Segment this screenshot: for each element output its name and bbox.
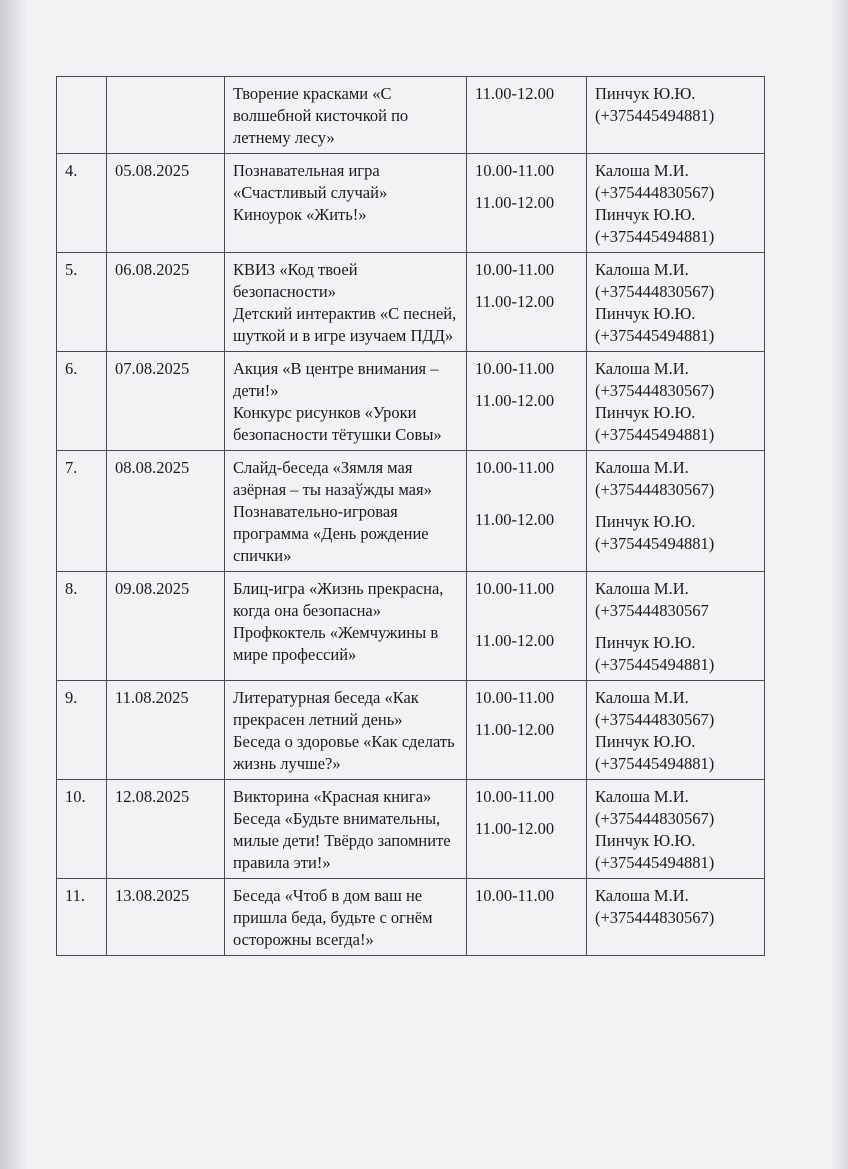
responsible-person: Калоша М.И. (+375444830567) xyxy=(595,787,715,828)
time-slot: 10.00-11.00 xyxy=(475,787,555,806)
row-events xyxy=(225,253,467,352)
row-number: 4. xyxy=(57,154,107,253)
responsible-person: Пинчук Ю.Ю. (+375445494881) xyxy=(595,633,715,674)
row-events xyxy=(225,154,467,253)
row-times xyxy=(467,780,587,879)
row-events xyxy=(225,780,467,879)
time-slot: 11.00-12.00 xyxy=(475,720,555,739)
row-date xyxy=(107,77,225,154)
time-slot: 11.00-12.00 xyxy=(475,819,555,838)
row-times xyxy=(467,352,587,451)
table-row xyxy=(57,77,765,154)
row-times xyxy=(467,681,587,780)
responsible-person: Пинчук Ю.Ю. (+375445494881) xyxy=(595,732,715,773)
event-title: Детский интерактив «С песней, шуткой и в игре изучаем ПДД» xyxy=(233,304,457,345)
row-number xyxy=(57,77,107,154)
row-date: 11.08.2025 xyxy=(107,681,225,780)
row-number: 10. xyxy=(57,780,107,879)
time-slot: 11.00-12.00 xyxy=(475,510,555,529)
row-number: 5. xyxy=(57,253,107,352)
schedule-table xyxy=(56,76,765,956)
schedule-body xyxy=(57,77,765,956)
event-title: Профкоктель «Жемчужины в мире профессий» xyxy=(233,623,439,664)
row-times xyxy=(467,451,587,572)
row-responsible xyxy=(587,879,765,956)
table-row xyxy=(57,451,765,572)
responsible-person: Калоша М.И. (+375444830567) xyxy=(595,161,715,202)
row-responsible xyxy=(587,681,765,780)
time-slot: 11.00-12.00 xyxy=(475,193,555,212)
row-times xyxy=(467,154,587,253)
row-number: 7. xyxy=(57,451,107,572)
table-row xyxy=(57,572,765,681)
responsible-person: Пинчук Ю.Ю. (+375445494881) xyxy=(595,403,715,444)
scan-shadow-right xyxy=(830,0,848,1169)
row-date: 09.08.2025 xyxy=(107,572,225,681)
time-slot: 10.00-11.00 xyxy=(475,161,555,180)
responsible-person: Калоша М.И. (+375444830567) xyxy=(595,260,715,301)
time-slot: 11.00-12.00 xyxy=(475,391,555,410)
time-slot: 10.00-11.00 xyxy=(475,458,555,477)
row-number: 9. xyxy=(57,681,107,780)
event-title: Беседа о здоровье «Как сделать жизнь лучше?» xyxy=(233,732,455,773)
responsible-person: Калоша М.И. (+375444830567) xyxy=(595,886,715,927)
event-title: Беседа «Чтоб в дом ваш не пришла беда, будьте с огнём осторожны всегда!» xyxy=(233,886,433,949)
row-events xyxy=(225,681,467,780)
responsible-person: Пинчук Ю.Ю. (+375445494881) xyxy=(595,205,715,246)
row-number: 6. xyxy=(57,352,107,451)
responsible-person: Пинчук Ю.Ю. (+375445494881) xyxy=(595,84,715,125)
row-responsible xyxy=(587,352,765,451)
row-responsible xyxy=(587,572,765,681)
event-title: Литературная беседа «Как прекрасен летний день» xyxy=(233,688,419,729)
row-number: 11. xyxy=(57,879,107,956)
row-times xyxy=(467,253,587,352)
row-responsible xyxy=(587,451,765,572)
row-events xyxy=(225,451,467,572)
row-responsible xyxy=(587,154,765,253)
event-title: Блиц-игра «Жизнь прекрасна, когда она безопасна» xyxy=(233,579,444,620)
time-slot: 11.00-12.00 xyxy=(475,84,555,103)
event-title: Киноурок «Жить!» xyxy=(233,205,367,224)
row-date: 13.08.2025 xyxy=(107,879,225,956)
responsible-person: Калоша М.И. (+375444830567) xyxy=(595,458,715,499)
responsible-person: Пинчук Ю.Ю. (+375445494881) xyxy=(595,512,715,553)
event-title: Творение красками «С волшебной кисточкой по летнему лесу» xyxy=(233,84,409,147)
table-row xyxy=(57,780,765,879)
table-row xyxy=(57,253,765,352)
row-date: 07.08.2025 xyxy=(107,352,225,451)
responsible-person: Калоша М.И. (+375444830567) xyxy=(595,359,715,400)
time-slot: 10.00-11.00 xyxy=(475,359,555,378)
row-responsible xyxy=(587,253,765,352)
table-row xyxy=(57,681,765,780)
event-title: Викторина «Красная книга» xyxy=(233,787,432,806)
time-slot: 11.00-12.00 xyxy=(475,292,555,311)
time-slot: 10.00-11.00 xyxy=(475,886,555,905)
table-row xyxy=(57,352,765,451)
responsible-person: Калоша М.И. (+375444830567 xyxy=(595,579,709,620)
row-responsible xyxy=(587,780,765,879)
time-slot: 11.00-12.00 xyxy=(475,631,555,650)
row-times xyxy=(467,572,587,681)
row-times xyxy=(467,879,587,956)
responsible-person: Пинчук Ю.Ю. (+375445494881) xyxy=(595,304,715,345)
row-events xyxy=(225,879,467,956)
event-title: Беседа «Будьте внимательны, милые дети! Твёрдо запомните правила эти!» xyxy=(233,809,451,872)
row-number: 8. xyxy=(57,572,107,681)
responsible-person: Калоша М.И. (+375444830567) xyxy=(595,688,715,729)
time-slot: 10.00-11.00 xyxy=(475,688,555,707)
event-title: КВИЗ «Код твоей безопасности» xyxy=(233,260,358,301)
event-title: Акция «В центре внимания – дети!» xyxy=(233,359,439,400)
row-responsible xyxy=(587,77,765,154)
row-date: 06.08.2025 xyxy=(107,253,225,352)
row-events xyxy=(225,572,467,681)
table-row xyxy=(57,154,765,253)
event-title: Слайд-беседа «Зямля мая азёрная – ты назаўжды мая» xyxy=(233,458,432,499)
scan-shadow-left xyxy=(0,0,28,1169)
row-events xyxy=(225,77,467,154)
time-slot: 10.00-11.00 xyxy=(475,579,555,598)
row-events xyxy=(225,352,467,451)
row-date: 08.08.2025 xyxy=(107,451,225,572)
row-date: 05.08.2025 xyxy=(107,154,225,253)
row-date: 12.08.2025 xyxy=(107,780,225,879)
table-row xyxy=(57,879,765,956)
event-title: Познавательная игра «Счастливый случай» xyxy=(233,161,388,202)
event-title: Конкурс рисунков «Уроки безопасности тётушки Совы» xyxy=(233,403,442,444)
responsible-person: Пинчук Ю.Ю. (+375445494881) xyxy=(595,831,715,872)
time-slot: 10.00-11.00 xyxy=(475,260,555,279)
row-times xyxy=(467,77,587,154)
event-title: Познавательно-игровая программа «День рождение спички» xyxy=(233,502,429,565)
